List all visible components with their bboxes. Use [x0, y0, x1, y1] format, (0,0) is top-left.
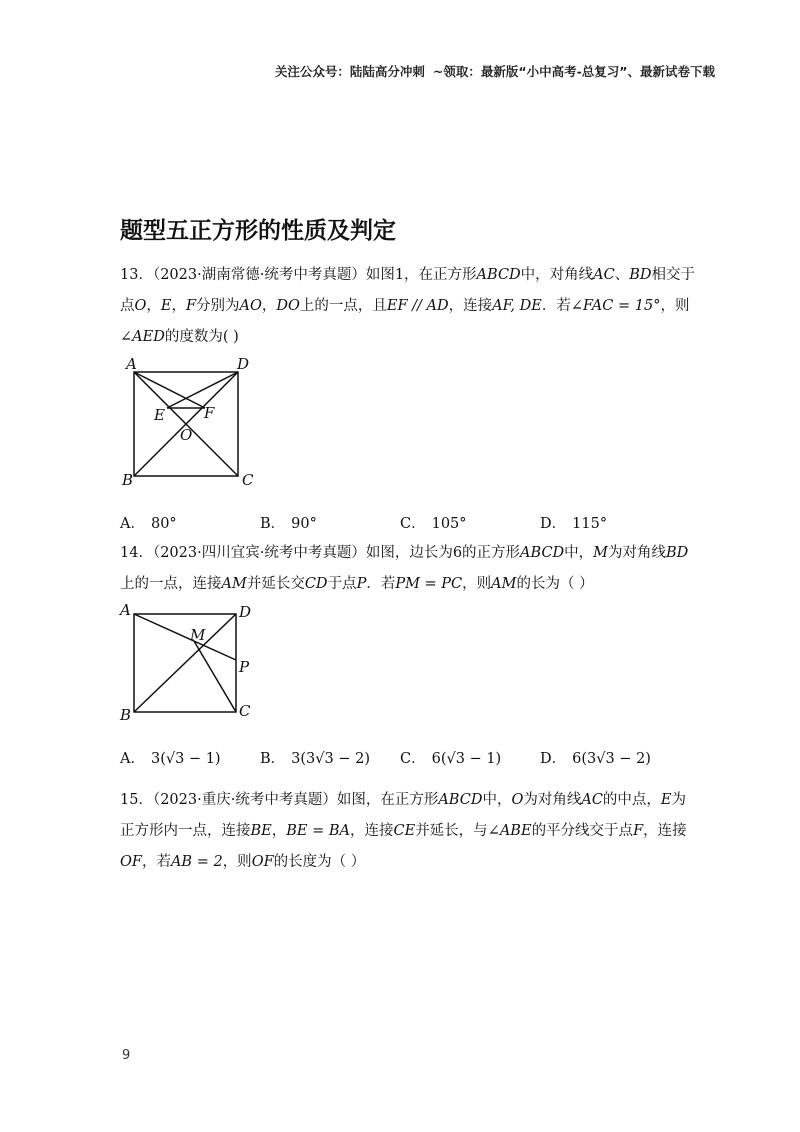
q13-label-d: D — [237, 355, 250, 373]
q15-line-3: OF，若AB = 2，则OF的长度为（ ） — [120, 854, 366, 870]
section-title: 题型五正方形的性质及判定 — [120, 218, 396, 244]
q13-line-2: 点O，E，F分别为AO，DO上的一点，且EF // AD，连接AF, DE．若∠FAC = 15°，则 — [120, 298, 690, 314]
q14-label-a: A — [120, 601, 131, 619]
q14-label-c: C — [239, 702, 251, 720]
q14-option-a[interactable]: A． 3(√3 − 1) — [120, 751, 221, 767]
q13-option-b[interactable]: B． 90° — [260, 516, 317, 532]
q14-option-c[interactable]: C． 6(√3 − 1) — [400, 751, 502, 767]
q13-label-c: C — [242, 471, 254, 489]
q14-diagonal-bd — [134, 614, 236, 712]
page-number: 9 — [122, 1048, 131, 1063]
header-left: 关注公众号：陆陆高分冲刺 — [274, 64, 425, 79]
q14-line-2: 上的一点，连接AM并延长交CD于点P．若PM = PC，则AM的长为（ ） — [120, 576, 594, 592]
q13-segment-af — [134, 372, 205, 408]
q15-line-1: 15．（2023·重庆·统考中考真题）如图，在正方形ABCD中，O为对角线AC的中点，E为 — [120, 792, 687, 808]
q14-segment-ap — [134, 614, 236, 660]
q13-label-b: B — [122, 471, 134, 489]
q14-label-m: M — [190, 626, 206, 644]
q13-label-e: E — [154, 406, 165, 424]
q14-label-d: D — [239, 603, 252, 621]
q13-figure — [118, 352, 268, 492]
q13-option-a[interactable]: A． 80° — [120, 516, 177, 532]
q14-line-1: 14．（2023·四川宜宾·统考中考真题）如图，边长为6的正方形ABCD中，M为对角线BD — [120, 545, 689, 561]
q13-line-1: 13．（2023·湖南常德·统考中考真题）如图1，在正方形ABCD中，对角线AC、BD相交于 — [120, 267, 696, 283]
q13-line-3: ∠AED的度数为( ) — [120, 329, 239, 345]
q13-segment-de — [167, 372, 238, 408]
q14-figure — [118, 600, 268, 728]
q13-label-f: F — [204, 404, 215, 422]
q15-line-2: 正方形内一点，连接BE，BE = BA，连接CE并延长，与∠ABE的平分线交于点F，连接 — [120, 823, 687, 839]
page-header — [0, 62, 715, 80]
q14-option-b[interactable]: B． 3(3√3 − 2) — [260, 751, 370, 767]
q13-option-c[interactable]: C． 105° — [400, 516, 467, 532]
q13-option-d[interactable]: D． 115° — [540, 516, 608, 532]
q14-label-b: B — [120, 706, 132, 724]
q14-segment-mc — [194, 641, 236, 712]
q13-label-a: A — [126, 355, 137, 373]
q14-label-p: P — [239, 658, 250, 676]
q14-option-d[interactable]: D． 6(3√3 − 2) — [540, 751, 651, 767]
q13-label-o: O — [180, 426, 193, 444]
header-right: ~领取：最新版“小中高考-总复习”、最新试卷下载 — [432, 64, 715, 79]
